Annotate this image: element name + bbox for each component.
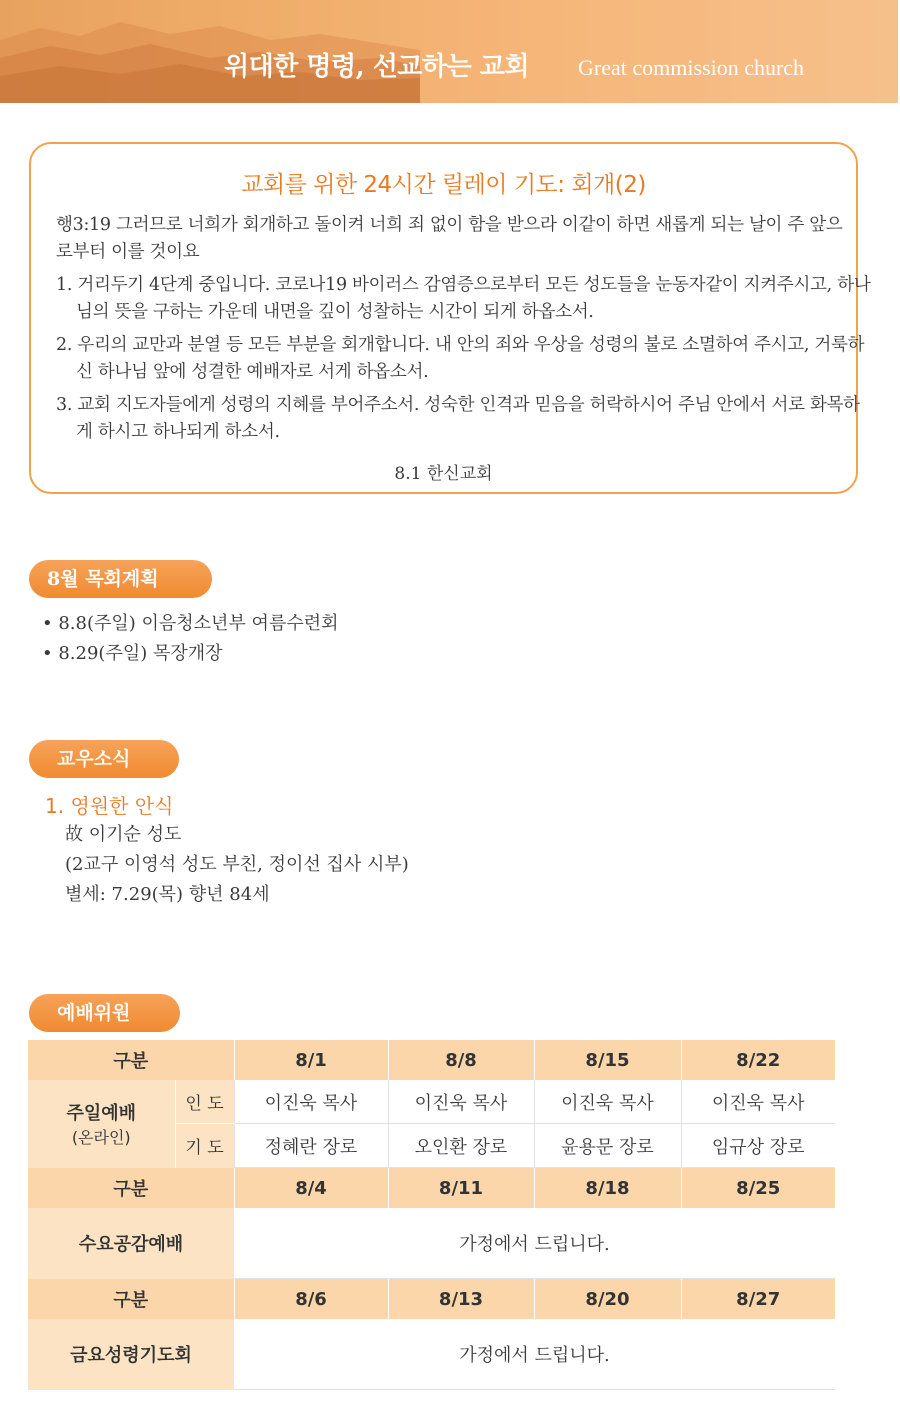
table-row <box>28 1319 835 1390</box>
section-label-plan: 8월 목회계획 <box>29 560 212 598</box>
table-row <box>28 1279 835 1320</box>
service-name: 주일예배 <box>66 1103 137 1125</box>
date-cell: 8/15 <box>534 1040 681 1080</box>
prayer-item-3: 3. 교회 지도자들에게 성령의 지혜를 부어주소서. 성숙한 인격과 믿음을 허락하시어 주님 안에서 서로 화목하게 하시고 하나되게 하소서. <box>56 395 860 442</box>
prayer-title: 교회를 위한 24시간 릴레이 기도: 회개(2) <box>241 172 646 198</box>
news-heading: 1. 영원한 안식 <box>45 794 174 818</box>
role-label: 기 도 <box>175 1124 234 1168</box>
header-cell: 구분 <box>28 1168 234 1209</box>
header-banner <box>0 0 898 103</box>
prayer-box <box>29 142 871 494</box>
date-cell: 8/22 <box>681 1040 835 1080</box>
date-cell: 8/6 <box>234 1279 388 1320</box>
date-cell: 8/1 <box>234 1040 388 1080</box>
table-cell: 정혜란 장로 <box>234 1124 388 1168</box>
worship-roster-table <box>28 1040 835 1390</box>
prayer-verse: 행3:19 그러므로 너희가 회개하고 돌이켜 너희 죄 없이 함을 받으라 이같이 하면 새롭게 되는 날이 주 앞으로부터 이를 것이요 <box>56 215 843 262</box>
table-row <box>28 1080 835 1124</box>
table-cell: 이진욱 목사 <box>234 1080 388 1124</box>
prayer-signature: 8.1 한신교회 <box>394 464 493 484</box>
list-item: • 8.8(주일) 이음청소년부 여름수련회 <box>42 613 339 634</box>
service-name-sunday <box>28 1080 175 1168</box>
date-cell: 8/18 <box>534 1168 681 1209</box>
date-cell: 8/4 <box>234 1168 388 1209</box>
table-cell: 가정에서 드립니다. <box>234 1208 835 1279</box>
header-cell: 구분 <box>28 1040 234 1080</box>
news-details <box>65 820 409 910</box>
prayer-item-2: 2. 우리의 교만과 분열 등 모든 부분을 회개합니다. 내 안의 죄와 우상을 성령의 불로 소멸하여 주시고, 거룩하신 하나님 앞에 성결한 예배자로 서게 하옵소서. <box>56 335 865 382</box>
table-cell: 임규상 장로 <box>681 1124 835 1168</box>
date-cell: 8/25 <box>681 1168 835 1209</box>
role-label: 인 도 <box>175 1080 234 1124</box>
section-label-roster: 예배위원 <box>29 994 180 1032</box>
table-cell: 이진욱 목사 <box>534 1080 681 1124</box>
news-line: (2교구 이영석 성도 부친, 정이선 집사 시부) <box>65 854 409 875</box>
date-cell: 8/11 <box>388 1168 534 1209</box>
table-row <box>28 1040 835 1080</box>
table-row <box>28 1208 835 1279</box>
service-name-friday: 금요성령기도회 <box>28 1319 234 1390</box>
section-label-news: 교우소식 <box>29 740 179 778</box>
date-cell: 8/8 <box>388 1040 534 1080</box>
service-sub: (온라인) <box>71 1128 131 1148</box>
banner-title-korean: 위대한 명령, 선교하는 교회 <box>224 52 529 82</box>
banner-title-english: Great commission church <box>578 55 805 80</box>
news-line: 별세: 7.29(목) 향년 84세 <box>65 884 270 905</box>
table-cell: 이진욱 목사 <box>681 1080 835 1124</box>
header-cell: 구분 <box>28 1279 234 1320</box>
service-name-wednesday: 수요공감예배 <box>28 1208 234 1279</box>
table-cell: 가정에서 드립니다. <box>234 1319 835 1390</box>
news-line: 故 이기순 성도 <box>65 824 182 845</box>
date-cell: 8/13 <box>388 1279 534 1320</box>
date-cell: 8/27 <box>681 1279 835 1320</box>
list-item: • 8.29(주일) 목장개장 <box>42 643 223 664</box>
prayer-item-1: 1. 거리두기 4단계 중입니다. 코로나19 바이러스 감염증으로부터 모든 성도들을 눈동자같이 지켜주시고, 하나님의 뜻을 구하는 가운데 내면을 깊이 성찰하는 시간이 되게 하옵소서. <box>56 275 871 322</box>
plan-list <box>42 609 339 669</box>
date-cell: 8/20 <box>534 1279 681 1320</box>
table-row <box>28 1168 835 1209</box>
table-cell: 윤용문 장로 <box>534 1124 681 1168</box>
table-cell: 이진욱 목사 <box>388 1080 534 1124</box>
table-cell: 오인환 장로 <box>388 1124 534 1168</box>
